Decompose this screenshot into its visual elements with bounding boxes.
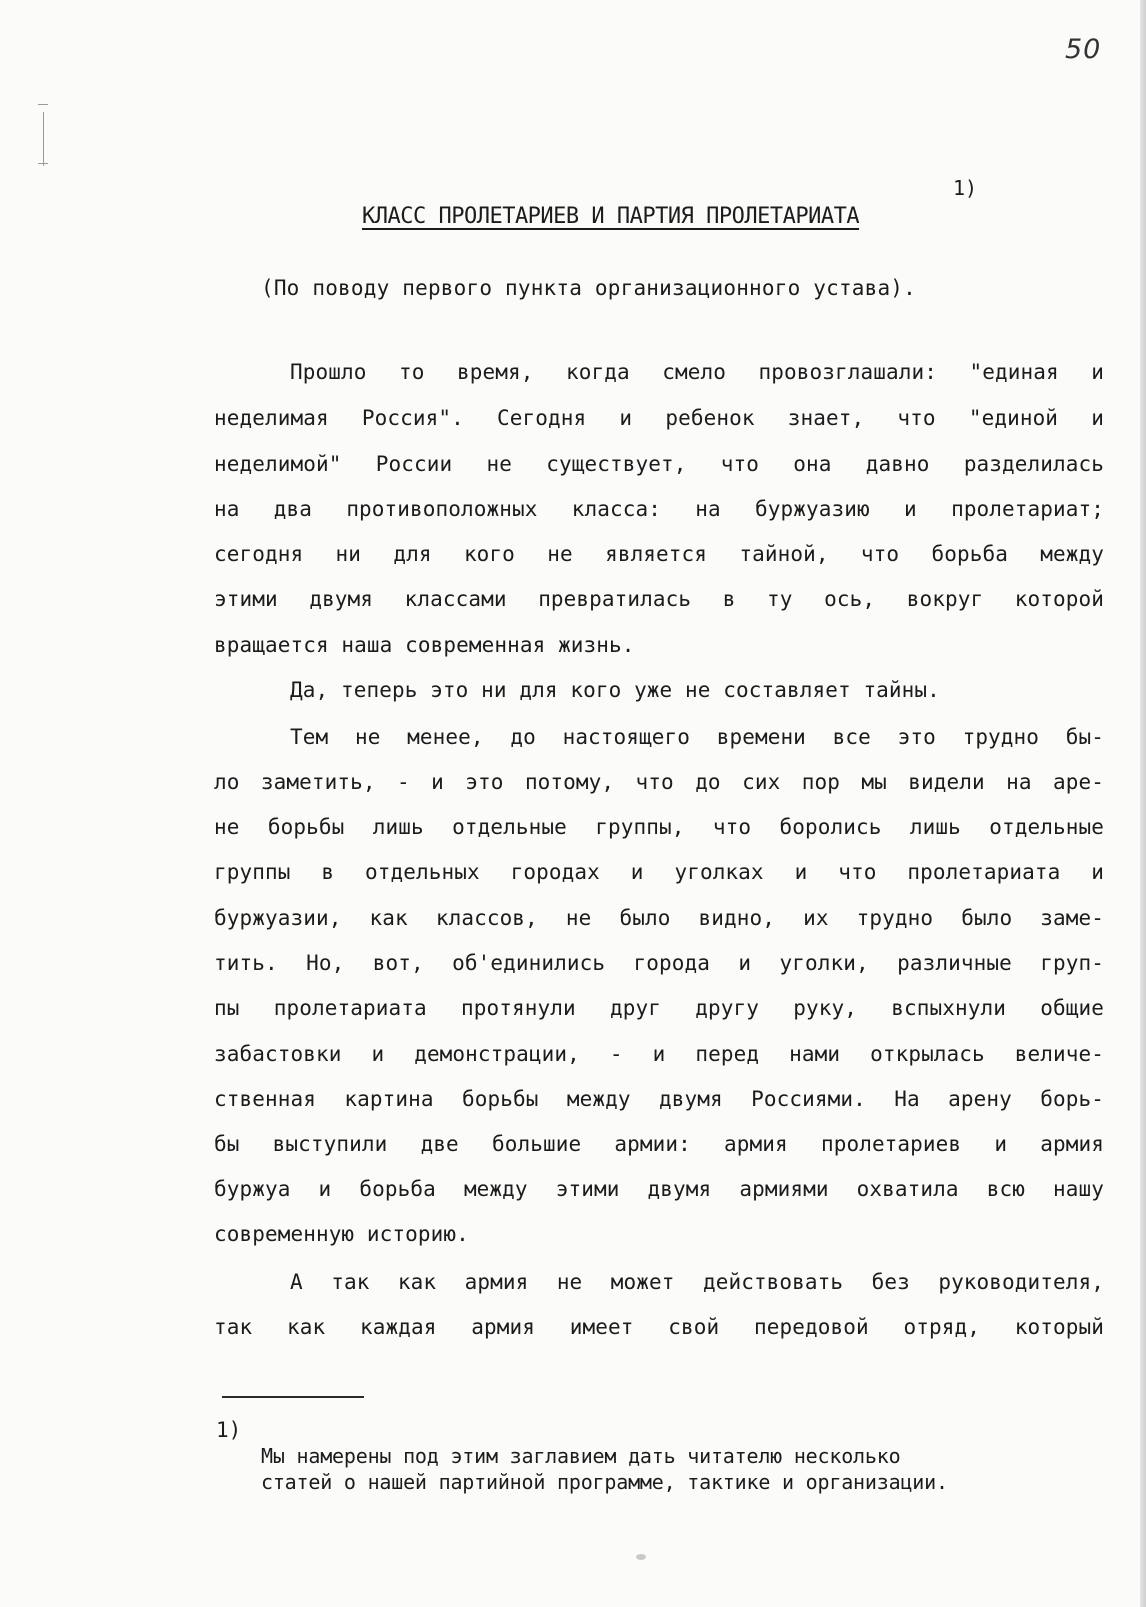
body-line: А так как армия не может действовать без руководителя, <box>290 1270 1104 1294</box>
body-line: группы в отдельных городах и уголках и что пролетариата и <box>214 860 1104 884</box>
margin-tick-bottom <box>38 163 48 164</box>
body-line: ственная картина борьбы между двумя Россиями. На арену борь- <box>214 1087 1104 1111</box>
body-line: так как каждая армия имеет свой передовой отряд, который <box>214 1315 1104 1339</box>
page-edge-shadow <box>1140 0 1146 1607</box>
footnote-line: статей о нашей партийной программе, тактике и организации. <box>261 1470 948 1494</box>
body-line: ло заметить, - и это потому, что до сих пор мы видели на аре- <box>214 770 1104 794</box>
footnote-line: Мы намерены под этим заглавием дать читателю несколько <box>261 1444 901 1468</box>
body-line: буржуазии, как классов, не было видно, их трудно было заме- <box>214 906 1104 930</box>
body-line: не борьбы лишь отдельные группы, что боролись лишь отдельные <box>214 815 1104 839</box>
body-line: бы выступили две большие армии: армия пролетариев и армия <box>214 1132 1104 1156</box>
body-line: на два противоположных класса: на буржуазию и пролетариат; <box>214 497 1104 521</box>
footnote-marker: 1) <box>216 1418 242 1442</box>
body-line: Да, теперь это ни для кого уже не составляет тайны. <box>290 678 940 702</box>
margin-tick-top <box>38 104 48 105</box>
document-title: КЛАСС ПРОЛЕТАРИЕВ И ПАРТИЯ ПРОЛЕТАРИАТА <box>362 204 860 229</box>
body-line: Тем не менее, до настоящего времени все это трудно бы- <box>290 725 1104 749</box>
body-line: забастовки и демонстрации, - и перед нами открылась величе- <box>214 1042 1104 1066</box>
title-block <box>362 204 859 229</box>
document-subtitle: (По поводу первого пункта организационного устава). <box>261 276 916 300</box>
body-line: сегодня ни для кого не является тайной, что борьба между <box>214 542 1104 566</box>
paper-smudge <box>636 1554 646 1560</box>
body-line: неделимая Россия". Сегодня и ребенок знает, что "единой и <box>214 406 1104 430</box>
footnote-separator <box>222 1396 364 1398</box>
margin-mark <box>43 112 44 166</box>
title-footnote-ref: 1) <box>953 176 978 200</box>
body-line: Прошло то время, когда смело провозглашали: "единая и <box>290 360 1104 384</box>
body-line: вращается наша современная жизнь. <box>214 633 635 657</box>
body-line: пы пролетариата протянули друг другу руку, вспыхнули общие <box>214 996 1104 1020</box>
body-line: этими двумя классами превратилась в ту ось, вокруг которой <box>214 587 1104 611</box>
body-line: современную историю. <box>214 1222 469 1246</box>
body-line: буржуа и борьба между этими двумя армиями охватила всю нашу <box>214 1177 1104 1201</box>
page-number: 50 <box>1065 34 1102 65</box>
body-line: тить. Но, вот, об'единились города и уголки, различные груп- <box>214 951 1104 975</box>
body-line: неделимой" России не существует, что она давно разделилась <box>214 452 1104 476</box>
